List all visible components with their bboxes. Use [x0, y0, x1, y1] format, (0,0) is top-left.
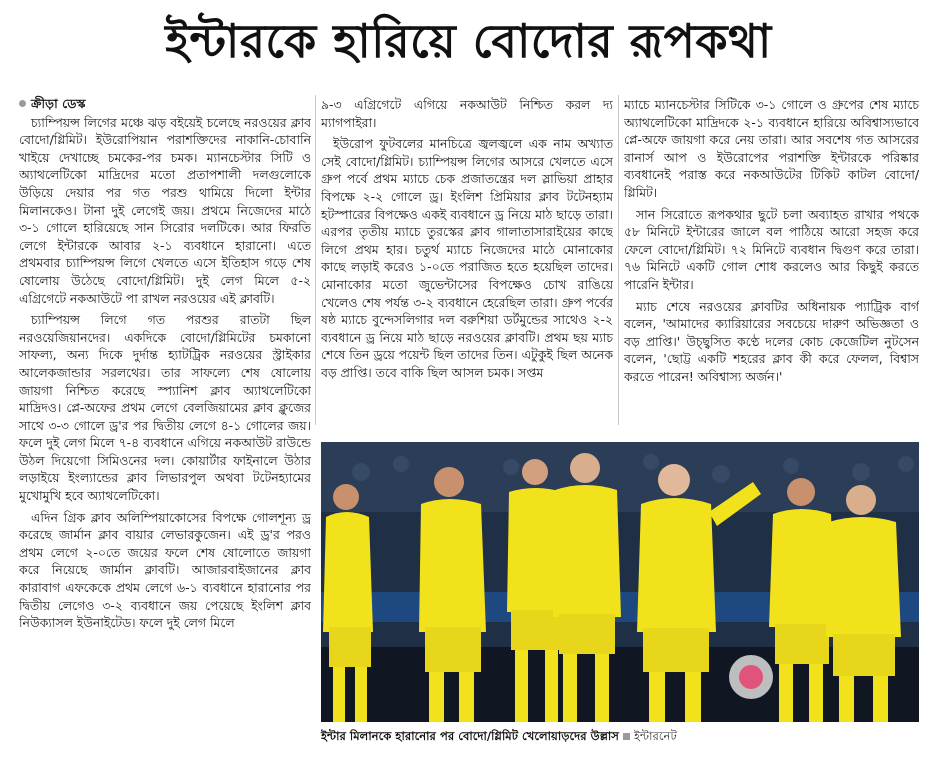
paragraph: চ্যাম্পিয়ন্স লিগে গত পরশুর রাতটা ছিল নরওয়েজিয়ানদের। একদিকে বোদো/গ্লিমিটের চমকানো সাফল্য, অন্য দিকে দুর্দান্ত হ্যাটট্রিক নরওয়ের স্ট্রাইকার আলেকজান্ডার সরলথের। তার সাফল্যে শেষ ষোলোয় জায়গা নিশ্চিত করেছে স্প্যানিশ ক্লাব অ্যাথলেটিকো মাদ্রিদও। প্লে-অফের প্রথম লেগে বেলজিয়ামের ক্লাব ক্লুজের সাথে ৩-৩ গোলে ড্র'র পর দ্বিতীয় লেগে ৪-১ গোলের জয়। ফলে দুই লেগ মিলে ৭-৪ ব্যবধানে এগিয়ে নকআউট রাউন্ডে উঠল দিয়েগো সিমিওনের দল। কোয়ার্টার ফাইনালে উঠার লড়াইয়ে ইংল্যান্ডের ক্লাব লিভারপুল অথবা টটেনহ্যামের মুখোমুখি হবে অ্যাথলেটিকো। [19, 312, 311, 504]
bullet-icon [19, 100, 26, 107]
desk-label: ক্রীড়া ডেস্ক [31, 96, 86, 111]
photo-credit: ইন্টারনেট [633, 729, 677, 743]
players-illustration [321, 442, 919, 722]
paragraph: ইউরোপ ফুটবলের মানচিত্রে জ্বলজ্বলে এক নাম অখ্যাত সেই বোদো/গ্লিমিট। চ্যাম্পিয়ন্স লিগের আসরে খেলতে এসে গ্রুপ পর্বে প্রথম ম্যাচে চেক প্রজাতন্ত্রের দল স্লাভিয়া প্রাহার বিপক্ষে ২-২ গোলে ড্র। ইংলিশ প্রিমিয়ার ক্লাব টটেনহ্যাম হটস্পারের বিপক্ষেও একই ব্যবধানে ড্র নিয়ে মাঠ ছাড়ে তারা। এরপর তৃতীয় ম্যাচে তুরস্কের ক্লাব গালাতাসারাইয়ের কাছে লিগে প্রথম হার। চতুর্থ ম্যাচে নিজেদের মাঠে মোনাকোর কাছে লড়াই করেও ১-০তে পরাজিত হতে হয়েছিল তাদের। মোনাকোর মতো জুভেন্টাসের বিপক্ষেও চোখ রাঙিয়ে খেলেও শেষ পর্যন্ত ৩-২ ব্যবধানে হেরেছিল তারা। গ্রুপ পর্বের ষষ্ঠ ম্যাচে বুন্দেসলিগার দল বরুশিয়া ডর্টমুন্ডের সাথেও ২-২ ব্যবধানে ড্র নিয়ে মাঠ ছাড়ে নরওয়ের ক্লাবটি। প্রথম ছয় ম্যাচ শেষে তিন ড্রয়ে পয়েন্ট ছিল তাদের তিন। এটুকুই ছিল অনেক বড় প্রাপ্তি। তবে বাকি ছিল আসল চমক। সপ্তম [321, 136, 613, 380]
paragraph: ম্যাচে ম্যানচেস্টার সিটিকে ৩-১ গোলে ও গ্রুপের শেষ ম্যাচে অ্যাথলেটিকো মাদ্রিদকে ২-১ ব্যবধানে হারিয়ে অবিশ্বাস্যভাবে প্লে-অফে জায়গা করে নেয় তারা। আর সবশেষ গত আসরের রানার্স আপ ও ইউরোপের পরাশক্তি ইন্টারকে পরিষ্কার ব্যবধানেই পরাস্ত করে নকআউটের টিকিট কাটল বোদো/গ্লিমিট। [624, 97, 919, 200]
photo-caption [321, 728, 919, 744]
article-column-2 [321, 96, 613, 431]
headline: ইন্টারকে হারিয়ে বোদোর রূপকথা [165, 14, 772, 68]
paragraph: এদিন গ্রিক ক্লাব অলিম্পিয়াকোসের বিপক্ষে গোলশূন্য ড্র করেছে জার্মান ক্লাব বায়ার লেভারকুজেন। এই ড্র'র পরও প্রথম লেগে ২-০তে জয়ের ফলে শেষ ষোলোতে জায়গা করে নিয়েছে জার্মান ক্লাবটি। আজারবাইজানের ক্লাব কারাবাগ এফকেকে প্রথম লেগে ৬-১ ব্যবধানে হারানোর পর দ্বিতীয় লেগেও ৩-২ ব্যবধানে জয় পেয়েছে ইংলিশ ক্লাব নিউক্যাসল ইউনাইটেড। ফলে দুই লেগ মিলে [19, 509, 311, 631]
team-celebration-photo [321, 442, 919, 722]
paragraph: ম্যাচ শেষে নরওয়ের ক্লাবটির অধিনায়ক প্যাট্রিক বার্গ বলেন, 'আমাদের ক্যারিয়ারের সবচেয়ে দারুণ অভিজ্ঞতা ও বড় প্রাপ্তি।' উচ্ছ্বসিত কণ্ঠে দলের কোচ কেজেটিল নুটসেন বলেন, 'ছোট্ট একটি শহরের ক্লাব কী করে ফেলল, বিশ্বাস করতে পারেন! অবিশ্বাস্য অর্জন।' [624, 298, 919, 384]
column-divider [618, 95, 619, 425]
paragraph: ৯-৩ এগ্রিগেটে এগিয়ে নকআউট নিশ্চিত করল দ্য ম্যাগপাইরা। [321, 97, 613, 130]
paragraph: সান সিরোতে রূপকথার ছুটে চলা অব্যাহত রাখার পথকে ৫৮ মিনিটে ইন্টারের জালে বল পাঠিয়ে আরো সহজ করে ফেলে বোদো/গ্লিমিট। ৭২ মিনিটে ব্যবধান দ্বিগুণ করে তারা। ৭৬ মিনিটে একটি গোল শোধ করলেও আর কিছুই করতে পারেনি ইন্টার। [624, 206, 919, 292]
column-divider [315, 95, 316, 425]
byline [19, 95, 311, 113]
paragraph: চ্যাম্পিয়ন্স লিগের মঞ্চে ঝড় বইয়েই চলেছে নরওয়ের ক্লাব বোদো/গ্লিমিট। ইউরোপিয়ান পরাশক্তিদের নাকানি-চোবানি খাইয়ে দেখাচ্ছে চমকের-পর চমক। ম্যানচেস্টার সিটি ও অ্যাথলেটিকো মাদ্রিদের মতো প্রতাপশালী দলগুলোকে উড়িয়ে দেয়ার পর গত পরশু থামিয়ে দিলো ইন্টার মিলানকেও। টানা দুই লেগেই জয়। প্রথমে নিজেদের মাঠে ৩-১ গোলে হারিয়েছে সান সিরোর দলটিকে। আর ফিরতি লেগে ইন্টারকে আবার ২-১ ব্যবধানে হারানো। এতে প্রথমবার চ্যাম্পিয়ন্স লিগে খেলতে এসে ইতিহাস গড়ে শেষ ষোলোয় উঠেছে বোদো/গ্লিমিট। দুই লেগ মিলে ৫-২ এগ্রিগেটে নকআউটে পা রাখল নরওয়ের এই ক্লাবটি। [19, 114, 311, 306]
separator-icon [623, 733, 630, 740]
article-column-1 [19, 95, 311, 750]
caption-text: ইন্টার মিলানকে হারানোর পর বোদো/গ্লিমিট খেলোয়াড়দের উল্লাস [321, 729, 619, 743]
article-column-3 [624, 96, 919, 431]
